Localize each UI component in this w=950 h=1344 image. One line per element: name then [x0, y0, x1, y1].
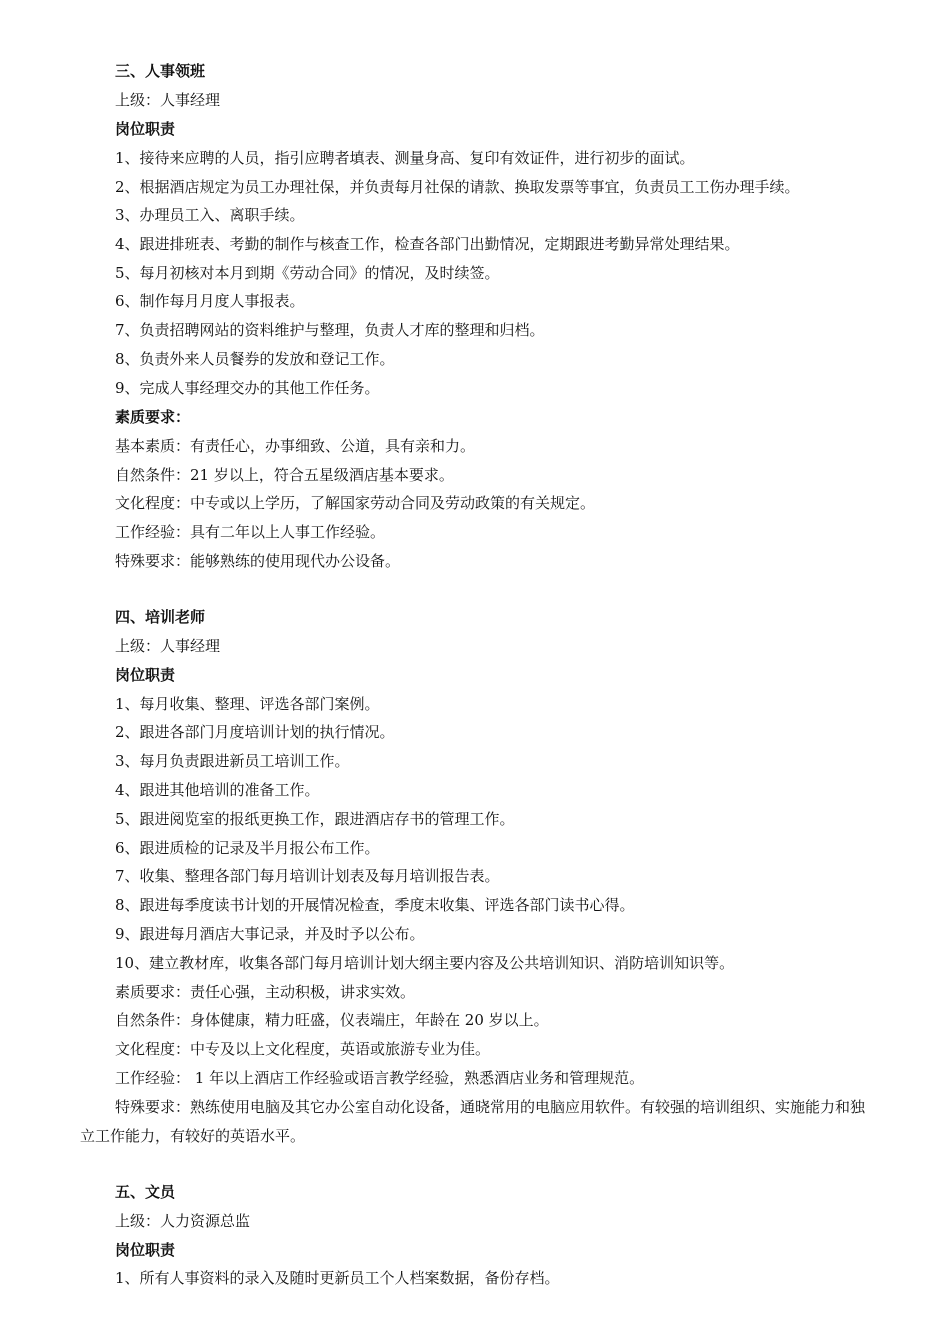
- duty-item: 1、每月收集、整理、评选各部门案例。: [115, 695, 380, 713]
- duty-item: 10、建立教材库，收集各部门每月培训计划大纲主要内容及公共培训知识、消防培训知识等。: [115, 954, 735, 972]
- duty-item: 7、收集、整理各部门每月培训计划表及每月培训报告表。: [115, 867, 500, 885]
- quality-item: 工作经验： 1 年以上酒店工作经验或语言教学经验，熟悉酒店业务和管理规范。: [115, 1069, 645, 1087]
- duties-heading: 岗位职责: [115, 666, 176, 684]
- section-title: 五、文员: [115, 1183, 176, 1201]
- quality-heading: 素质要求：: [115, 408, 191, 426]
- quality-item: 基本素质：有责任心，办事细致、公道，具有亲和力。: [115, 437, 476, 455]
- duty-item: 3、每月负责跟进新员工培训工作。: [115, 752, 350, 770]
- quality-item: 工作经验：具有二年以上人事工作经验。: [115, 523, 386, 541]
- quality-item: 文化程度：中专或以上学历，了解国家劳动合同及劳动政策的有关规定。: [115, 494, 596, 512]
- duty-item: 4、跟进其他培训的准备工作。: [115, 781, 320, 799]
- duty-item: 9、完成人事经理交办的其他工作任务。: [115, 379, 380, 397]
- quality-item: 特殊要求：能够熟练的使用现代办公设备。: [115, 552, 401, 570]
- duty-item: 8、跟进每季度读书计划的开展情况检查，季度末收集、评选各部门读书心得。: [115, 896, 635, 914]
- quality-item: 文化程度：中专及以上文化程度，英语或旅游专业为佳。: [115, 1040, 491, 1058]
- duty-item: 2、跟进各部门月度培训计划的执行情况。: [115, 723, 395, 741]
- section-title: 三、人事领班: [115, 62, 206, 80]
- superior-line: 上级：人事经理: [115, 91, 221, 109]
- duty-item: 7、负责招聘网站的资料维护与整理，负责人才库的整理和归档。: [115, 321, 545, 339]
- quality-item: 素质要求：责任心强，主动积极，讲求实效。: [115, 983, 416, 1001]
- superior-line: 上级：人事经理: [115, 637, 221, 655]
- duty-item: 9、跟进每月酒店大事记录，并及时予以公布。: [115, 925, 425, 943]
- quality-item: 自然条件：21 岁以上，符合五星级酒店基本要求。: [115, 466, 454, 484]
- duty-item: 5、跟进阅览室的报纸更换工作，跟进酒店存书的管理工作。: [115, 810, 515, 828]
- duty-item: 1、接待来应聘的人员，指引应聘者填表、测量身高、复印有效证件，进行初步的面试。: [115, 149, 695, 167]
- special-requirement-paragraph: 特殊要求：熟练使用电脑及其它办公室自动化设备，通晓常用的电脑应用软件。有较强的培训组织、实施能力和独立工作能力，有较好的英语水平。: [80, 1098, 866, 1145]
- duty-item: 3、办理员工入、离职手续。: [115, 206, 305, 224]
- duty-item: 8、负责外来人员餐券的发放和登记工作。: [115, 350, 395, 368]
- duty-item: 6、跟进质检的记录及半月报公布工作。: [115, 839, 380, 857]
- duty-item: 2、根据酒店规定为员工办理社保，并负责每月社保的请款、换取发票等事宜，负责员工工伤办理手续。: [115, 178, 800, 196]
- duties-heading: 岗位职责: [115, 120, 176, 138]
- duties-heading: 岗位职责: [115, 1241, 176, 1259]
- duty-item: 5、每月初核对本月到期《劳动合同》的情况，及时续签。: [115, 264, 500, 282]
- quality-item: 自然条件：身体健康，精力旺盛，仪表端庄，年龄在 20 岁以上。: [115, 1011, 549, 1029]
- duty-item: 1、所有人事资料的录入及随时更新员工个人档案数据，备份存档。: [115, 1269, 560, 1287]
- section-title: 四、培训老师: [115, 608, 206, 626]
- superior-line: 上级：人力资源总监: [115, 1212, 251, 1230]
- duty-item: 4、跟进排班表、考勤的制作与核查工作，检查各部门出勤情况，定期跟进考勤异常处理结果。: [115, 235, 740, 253]
- duty-item: 6、制作每月月度人事报表。: [115, 292, 305, 310]
